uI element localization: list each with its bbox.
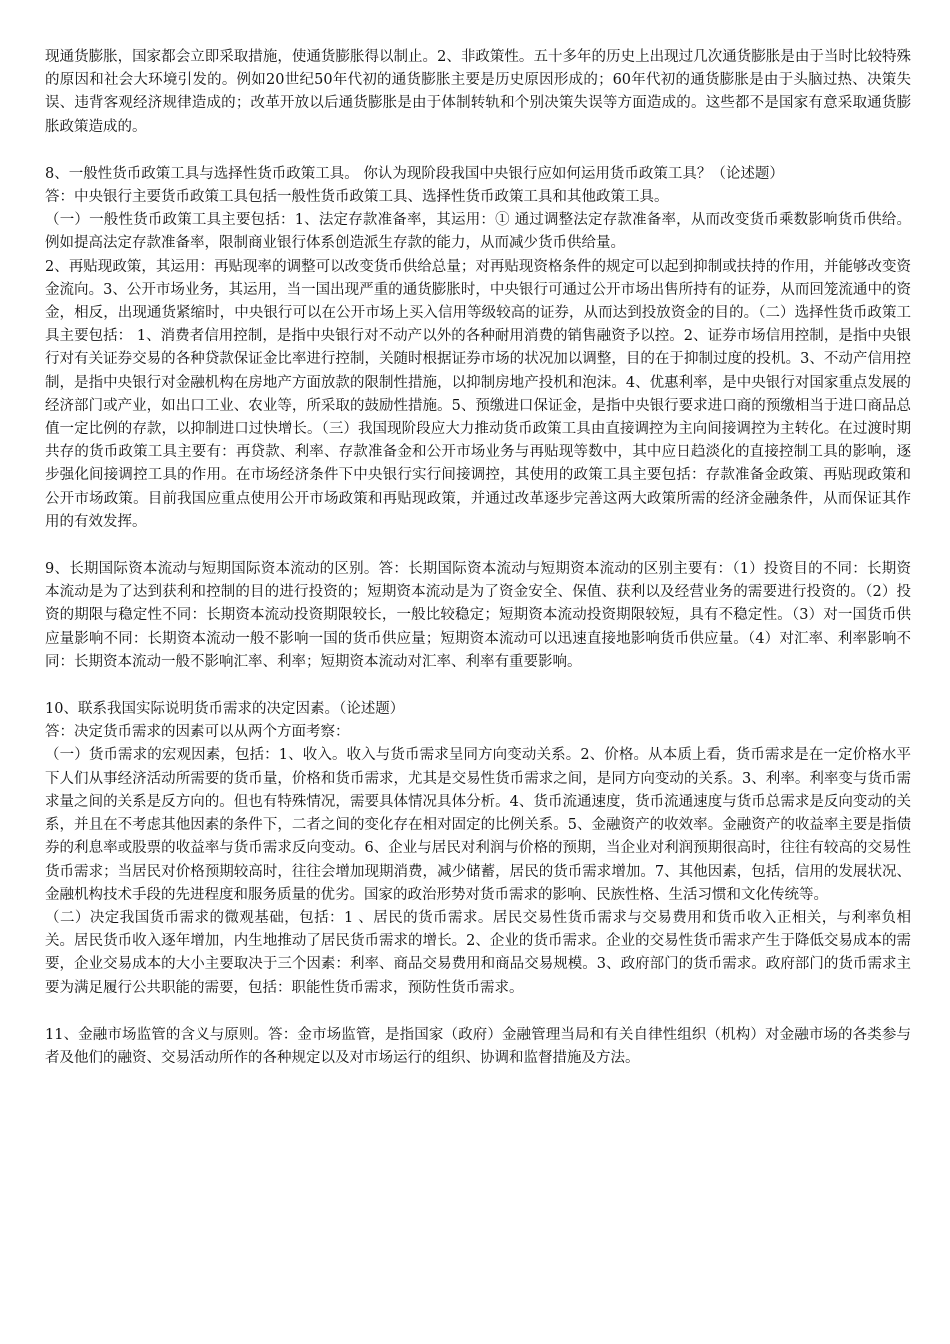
section-q8-monetary-policy-tools: [45, 163, 911, 534]
paragraph: 现通货膨胀，国家都会立即采取措施，使通货膨胀得以制止。2、非政策性。五十多年的历史上出现过几次通货膨胀是由于当时比较特殊的原因和社会大环境引发的。例如20世纪50年代初的通货膨胀主要是历史原因形成的；60年代初的通货膨胀是由于头脑过热、决策失误、违背客观经济规律造成的；改革开放以后通货膨胀是由于体制转轨和个别决策失误等方面造成的。这些都不是国家有意采取通货膨胀政策造成的。: [45, 49, 911, 135]
question-paragraph: 11、金融市场监管的含义与原则。答：金市场监管，是指国家（政府）金融管理当局和有关自律性组织（机构）对金融市场的各类参与者及他们的融资、交易活动所作的各种规定以及对市场运行的组织、协调和监督措施及方法。: [45, 1026, 911, 1066]
paragraph: 2、再贴现政策，其运用：再贴现率的调整可以改变货币供给总量；对再贴现资格条件的规定可以起到抑制或扶持的作用，并能够改变资金流向。3、公开市场业务，其运用，当一国出现严重的通货膨胀时，中央银行可通过公开市场出售所持有的证券，从而回笼流通中的资金，相反，出现通货紧缩时，中央银行可以在公开市场上买入信用等级较高的证券，从而达到投放资金的目的。（二）选择性货币政策工具主要包括： 1、消费者信用控制，是指中央银行对不动产以外的各种耐用消费的销售融资予以控。2、证券市场信用控制，是指中央银行对有关证券交易的各种贷款保证金比率进行控制，关随时根据证券市场的状况加以调整，目的在于抑制过度的投机。3、不动产信用控制，是指中央银行对金融机构在房地产方面放款的限制性措施，以抑制房地产投机和泡沫。4、优惠利率，是中央银行对国家重点发展的经济部门或产业，如出口工业、农业等，所采取的鼓励性措施。5、预缴进口保证金，是指中央银行要求进口商的预缴相当于进口商品总值一定比例的存款，以抑制进口过快增长。（三）我国现阶段应大力推动货币政策工具由直接调控为主向间接调控为主转化。在过渡时期共存的货币政策工具主要有：再贷款、利率、存款准备金和公开市场业务与再贴现等数中，其中应日趋淡化的直接控制工具的影响，逐步强化间接调控工具的作用。在市场经济条件下中央银行实行间接调控，其使用的政策工具主要包括：存款准备金政策、再贴现政策和公开市场政策。目前我国应重点使用公开市场政策和再贴现政策，并通过改革逐步完善这两大政策所需的经济金融条件，从而保证其作用的有效发挥。: [45, 258, 911, 530]
section-gap: [45, 1000, 911, 1024]
section-q9-capital-flows: [45, 558, 911, 674]
paragraph: （一）一般性货币政策工具主要包括：1、法定存款准备率，其运用：① 通过调整法定存款准备率，从而改变货币乘数影响货币供给。例如提高法定存款准备率，限制商业银行体系创造派生存款的能力，从而减少货币供给量。: [45, 212, 911, 252]
section-gap: [45, 674, 911, 698]
paragraph: （二）决定我国货币需求的微观基础，包括：1 、居民的货币需求。居民交易性货币需求与交易费用和货币收入正相关，与利率负相关。居民货币收入逐年增加，内生地推动了居民货币需求的增长。2、企业的货币需求。企业的交易性货币需求产生于降低交易成本的需要，企业交易成本的大小主要取决于三个因素：利率、商品交易费用和商品交易规模。3、政府部门的货币需求。政府部门的货币需求主要为满足履行公共职能的需要，包括：职能性货币需求，预防性货币需求。: [45, 909, 911, 996]
section-inflation-tail: [45, 46, 911, 139]
section-q10-money-demand: [45, 698, 911, 1000]
answer-intro: 答：决定货币需求的因素可以从两个方面考察：: [45, 724, 350, 741]
section-gap: [45, 534, 911, 558]
question-heading: 8、一般性货币政策工具与选择性货币政策工具。 你认为现阶段我国中央银行应如何运用货币政策工具？（论述题）: [45, 165, 784, 182]
paragraph: （一）货币需求的宏观因素，包括：1、收入。收入与货币需求呈同方向变动关系。2、价格。从本质上看，货币需求是在一定价格水平下人们从事经济活动所需要的货币量，价格和货币需求，尤其是交易性货币需求之间，是同方向变动的关系。3、利率。利率变与货币需求量之间的关系是反方向的。但也有特殊情况，需要具体情况具体分析。4、货币流通速度，货币流通速度与货币总需求是反向变动的关系，并且在不考虑其他因素的条件下，二者之间的变化存在相对固定的比例关系。5、金融资产的收效率。金融资产的收益率主要是指债券的利息率或股票的收益率与货币需求反向变动。6、企业与居民对利润与价格的预期，当企业对利润预期很高时，往往有较高的交易性货币需求；当居民对价格预期较高时，往往会增加现期消费，减少储蓄，居民的货币需求增加。7、其他因素，包括，信用的发展状况、金融机构技术手段的先进程度和服务质量的优劣。国家的政治形势对货币需求的影响、民族性格、生活习惯和文化传统等。: [45, 747, 911, 903]
answer-intro: 答：中央银行主要货币政策工具包括一般性货币政策工具、选择性货币政策工具和其他政策工具。: [45, 189, 669, 206]
question-heading: 10、联系我国实际说明货币需求的决定因素。（论述题）: [45, 701, 405, 718]
section-gap: [45, 139, 911, 163]
document-page: [45, 46, 911, 1070]
section-q11-market-regulation: [45, 1024, 911, 1070]
question-paragraph: 9、长期国际资本流动与短期国际资本流动的区别。答：长期国际资本流动与短期资本流动的区别主要有：（1）投资目的不同：长期资本流动是为了达到获利和控制的目的进行投资的；短期资本流动是为了资金安全、保值、获利以及经营业务的需要进行投资的。（2）投资的期限与稳定性不同：长期资本流动投资期限较长，一般比较稳定；短期资本流动投资期限较短，具有不稳定性。（3）对一国货币供应量影响不同：长期资本流动一般不影响一国的货币供应量；短期资本流动可以迅速直接地影响货币供应量。（4）对汇率、利率影响不同：长期资本流动一般不影响汇率、利率；短期资本流动对汇率、利率有重要影响。: [45, 561, 911, 670]
